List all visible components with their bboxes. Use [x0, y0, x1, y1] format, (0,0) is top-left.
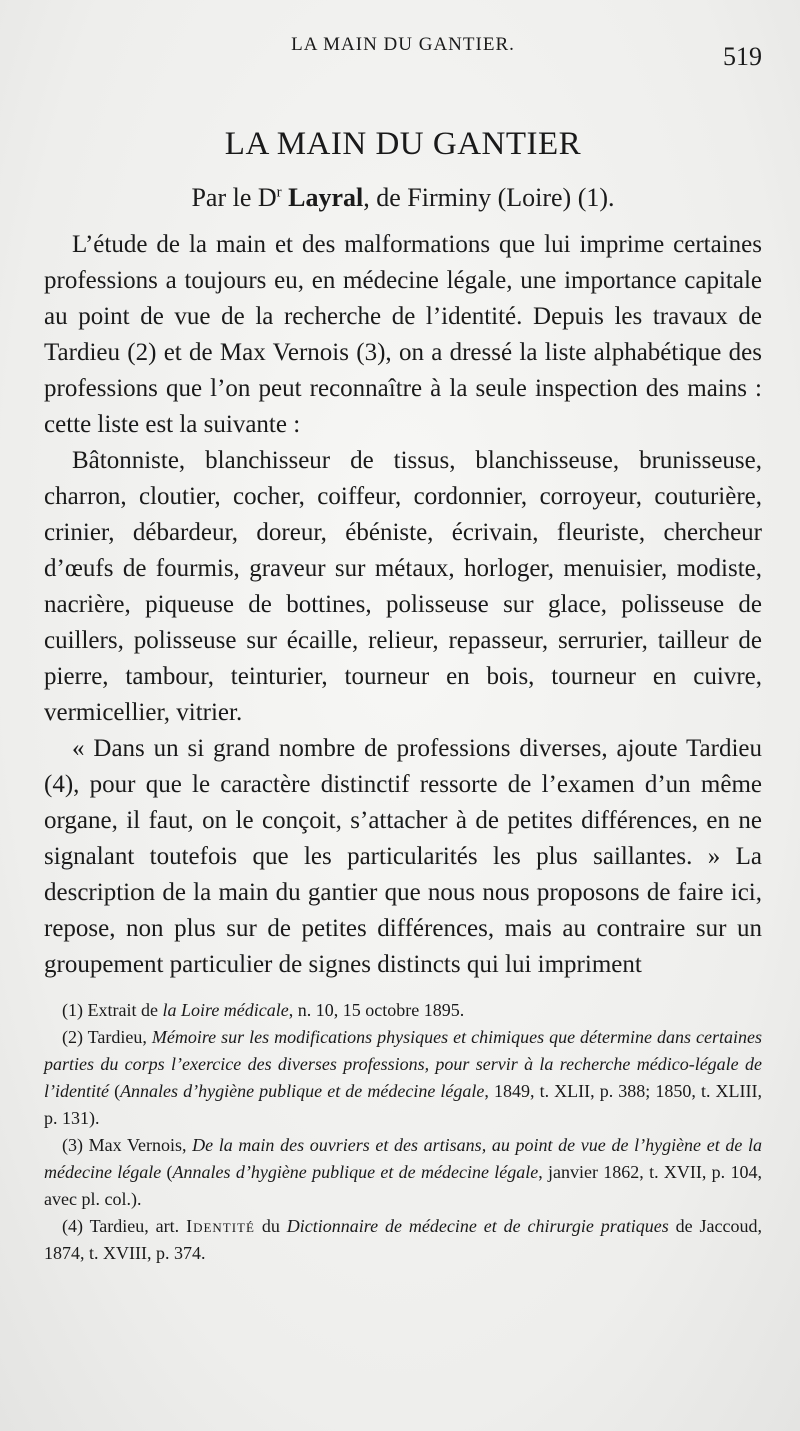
- footnote-4-article: Identité: [186, 1216, 255, 1236]
- footnote-2: [44, 1024, 762, 1132]
- footnote-4: [44, 1213, 762, 1267]
- footnote-2-author: (2) Tardieu,: [62, 1027, 152, 1047]
- body-text: [44, 227, 762, 983]
- page-number: 519: [723, 42, 762, 71]
- footnote-2-ref: , 1849, t. XLII, p. 388; 1850, t. XLIII, p. 131).: [44, 1081, 762, 1128]
- author-name: Layral: [288, 183, 364, 212]
- footnote-1-ref: , n. 10, 15 octobre 1895.: [288, 1000, 465, 1020]
- paragraph-tardieu-quote: « Dans un si grand nombre de professions diverses, ajoute Tardieu (4), pour que le caractère distinctif ressorte de l’examen d’un même organe, il faut, on le conçoit, s’attacher à de petites différences, en ne signalant toutefois que les particularités les plus saillantes. » La description de la main du gantier que nous nous proposons de faire ici, repose, non plus sur de petites différences, mais au contraire sur un groupement particulier de signes distincts qui lui impriment: [44, 735, 762, 978]
- paragraph-intro: L’étude de la main et des malformations que lui imprime certaines professions a toujours eu, en médecine légale, une importance capitale au point de vue de la recherche de l’identité. Depuis les travaux de Tardieu (2) et de Max Vernois (3), on a dressé la liste alphabétique des professions que l’on peut reconnaître à la seule inspection des mains : cette liste est la suivante :: [44, 231, 762, 438]
- byline-title-sup: r: [276, 184, 282, 201]
- article-title: LA MAIN DU GANTIER: [224, 126, 582, 162]
- footnote-3-ref: , janvier 1862, t. XVII, p. 104, avec pl. col.).: [44, 1162, 762, 1209]
- footnote-2-journal: Annales d’hygiène publique et de médecine légale: [120, 1081, 485, 1101]
- byline: [44, 183, 762, 213]
- footnote-4-du: du: [254, 1216, 287, 1236]
- running-title: LA MAIN DU GANTIER.: [291, 34, 515, 55]
- footnote-3-title: De la main des ouvriers et des artisans, au point de vue de l’hygiène et de la médecine légale: [44, 1135, 762, 1182]
- footnote-2-paren: (: [108, 1081, 121, 1101]
- footnote-4-title: Dictionnaire de médecine et de chirurgie pratiques: [286, 1216, 669, 1236]
- footnote-2-title: Mémoire sur les modifications physiques et chimiques que détermine dans certaines parties du corps l’exercice des diverses professions, pour servir à la recherche médico-légale de l’identité: [44, 1027, 762, 1101]
- footnote-3-paren: (: [161, 1162, 173, 1182]
- footnote-1-journal: la Loire médicale: [162, 1000, 289, 1020]
- footnote-1-text: (1) Extrait de: [62, 1000, 163, 1020]
- footnote-3: [44, 1132, 762, 1213]
- footnotes: [44, 997, 762, 1267]
- footnote-4-ref: de Jaccoud, 1874, t. XVIII, p. 374.: [44, 1216, 763, 1263]
- footnote-3-journal: Annales d’hygiène publique et de médecine légale: [172, 1162, 539, 1182]
- byline-prefix: Par le D: [191, 183, 277, 212]
- paragraph-profession-list: Bâtonniste, blanchisseur de tissus, blanchisseuse, brunisseuse, charron, cloutier, cocher, coiffeur, cordonnier, corroyeur, couturière, crinier, débardeur, doreur, ébéniste, écrivain, fleuriste, chercheur d’œufs de fourmis, graveur sur métaux, horloger, menuisier, modiste, nacrière, piqueuse de bottines, polisseuse sur glace, polisseuse de cuillers, polisseuse sur écaille, relieur, repasseur, serrurier, tailleur de pierre, tambour, teinturier, tourneur en bois, tourneur en cuivre, vermicellier, vitrier.: [44, 447, 762, 726]
- footnote-3-author: (3) Max Vernois,: [62, 1135, 193, 1155]
- byline-suffix: , de Firminy (Loire) (1).: [363, 183, 615, 212]
- running-header: [44, 28, 762, 71]
- footnote-1: [44, 997, 762, 1024]
- footnote-4-author: (4) Tardieu, art.: [62, 1216, 187, 1236]
